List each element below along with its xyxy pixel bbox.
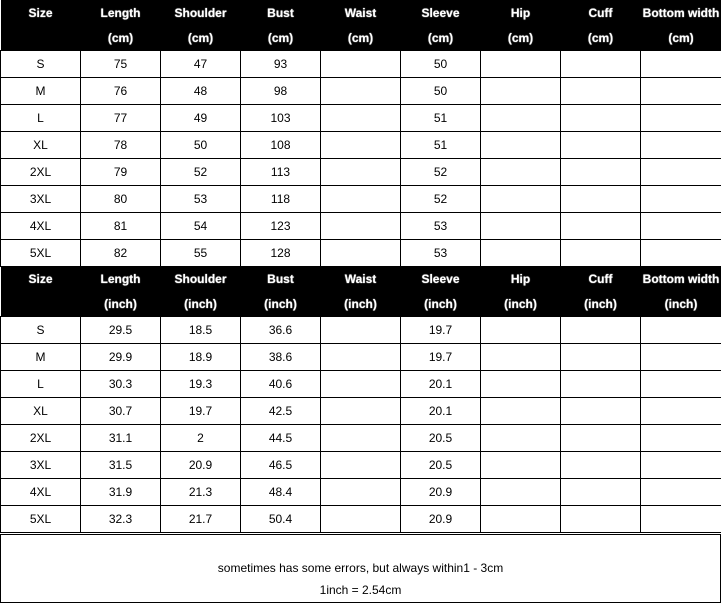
measurement-cell bbox=[641, 398, 721, 425]
measurement-cell bbox=[641, 425, 721, 452]
measurement-cell: 77 bbox=[81, 105, 161, 132]
column-header: Sleeve bbox=[401, 0, 481, 25]
size-label: 5XL bbox=[1, 240, 81, 267]
measurement-cell: 40.6 bbox=[241, 371, 321, 398]
column-unit: (cm) bbox=[161, 25, 241, 51]
table-row bbox=[1, 132, 721, 159]
measurement-cell bbox=[481, 479, 561, 506]
measurement-cell bbox=[561, 213, 641, 240]
measurement-cell bbox=[641, 506, 721, 533]
measurement-cell: 30.3 bbox=[81, 371, 161, 398]
table-row bbox=[1, 506, 721, 533]
column-header: Size bbox=[1, 266, 81, 291]
size-label: XL bbox=[1, 398, 81, 425]
measurement-cell: 50 bbox=[401, 78, 481, 105]
column-unit bbox=[1, 25, 81, 51]
measurement-cell: 50 bbox=[161, 132, 241, 159]
measurement-cell: 29.5 bbox=[81, 317, 161, 344]
column-header: Waist bbox=[321, 0, 401, 25]
measurement-cell: 20.5 bbox=[401, 452, 481, 479]
note-inch-conversion: 1inch = 2.54cm bbox=[319, 583, 402, 597]
measurement-cell bbox=[481, 132, 561, 159]
header-row bbox=[1, 266, 721, 291]
measurement-cell: 52 bbox=[161, 159, 241, 186]
table-row bbox=[1, 240, 721, 267]
measurement-cell: 123 bbox=[241, 213, 321, 240]
column-header: Bottom width bbox=[641, 0, 721, 25]
measurement-cell bbox=[561, 479, 641, 506]
measurement-cell bbox=[321, 344, 401, 371]
measurement-cell: 51 bbox=[401, 132, 481, 159]
unit-row bbox=[1, 291, 721, 317]
measurement-cell bbox=[481, 452, 561, 479]
table-row bbox=[1, 371, 721, 398]
column-unit: (inch) bbox=[161, 291, 241, 317]
measurement-cell: 48 bbox=[161, 78, 241, 105]
column-unit: (inch) bbox=[81, 291, 161, 317]
measurement-cell bbox=[641, 132, 721, 159]
column-header: Waist bbox=[321, 266, 401, 291]
measurement-cell bbox=[321, 398, 401, 425]
note-error-tolerance: sometimes has some errors, but always within1 - 3cm bbox=[217, 561, 504, 575]
size-label: S bbox=[1, 51, 81, 78]
column-header: Length bbox=[81, 266, 161, 291]
size-label: S bbox=[1, 317, 81, 344]
measurement-cell bbox=[321, 132, 401, 159]
measurement-cell bbox=[321, 452, 401, 479]
measurement-cell bbox=[641, 159, 721, 186]
column-unit: (inch) bbox=[641, 291, 721, 317]
measurement-cell bbox=[481, 105, 561, 132]
column-unit: (inch) bbox=[241, 291, 321, 317]
column-header: Length bbox=[81, 0, 161, 25]
measurement-cell: 128 bbox=[241, 240, 321, 267]
measurement-cell: 53 bbox=[401, 240, 481, 267]
measurement-cell bbox=[321, 317, 401, 344]
measurement-cell bbox=[321, 213, 401, 240]
table-row bbox=[1, 51, 721, 78]
measurement-cell: 51 bbox=[401, 105, 481, 132]
measurement-cell: 18.9 bbox=[161, 344, 241, 371]
column-unit: (cm) bbox=[401, 25, 481, 51]
size-label: L bbox=[1, 105, 81, 132]
header-row bbox=[1, 0, 721, 25]
measurement-cell bbox=[481, 186, 561, 213]
column-header: Cuff bbox=[561, 266, 641, 291]
column-header: Sleeve bbox=[401, 266, 481, 291]
size-label: 3XL bbox=[1, 452, 81, 479]
measurement-cell bbox=[641, 78, 721, 105]
measurement-cell: 54 bbox=[161, 213, 241, 240]
table-row bbox=[1, 452, 721, 479]
measurement-cell: 52 bbox=[401, 186, 481, 213]
column-header: Hip bbox=[481, 0, 561, 25]
column-header: Cuff bbox=[561, 0, 641, 25]
measurement-cell bbox=[561, 371, 641, 398]
table-row bbox=[1, 159, 721, 186]
measurement-cell: 108 bbox=[241, 132, 321, 159]
column-unit: (cm) bbox=[241, 25, 321, 51]
size-label: XL bbox=[1, 132, 81, 159]
measurement-cell bbox=[321, 479, 401, 506]
measurement-cell: 31.5 bbox=[81, 452, 161, 479]
table-row bbox=[1, 78, 721, 105]
measurement-cell bbox=[321, 51, 401, 78]
measurement-cell: 76 bbox=[81, 78, 161, 105]
measurement-cell bbox=[321, 78, 401, 105]
measurement-cell: 46.5 bbox=[241, 452, 321, 479]
column-unit: (cm) bbox=[561, 25, 641, 51]
size-label: M bbox=[1, 344, 81, 371]
measurement-cell: 20.5 bbox=[401, 425, 481, 452]
column-header: Bust bbox=[241, 0, 321, 25]
measurement-cell bbox=[561, 159, 641, 186]
column-unit: (inch) bbox=[481, 291, 561, 317]
measurement-cell: 50 bbox=[401, 51, 481, 78]
measurement-cell bbox=[561, 51, 641, 78]
measurement-cell bbox=[641, 371, 721, 398]
measurement-cell bbox=[321, 105, 401, 132]
measurement-cell: 47 bbox=[161, 51, 241, 78]
measurement-cell: 20.9 bbox=[401, 506, 481, 533]
measurement-cell bbox=[481, 213, 561, 240]
measurement-note bbox=[0, 534, 721, 603]
measurement-cell bbox=[561, 105, 641, 132]
measurement-cell: 21.3 bbox=[161, 479, 241, 506]
measurement-cell: 19.7 bbox=[161, 398, 241, 425]
measurement-cell bbox=[481, 425, 561, 452]
column-header: Hip bbox=[481, 266, 561, 291]
measurement-cell bbox=[561, 344, 641, 371]
size-label: 2XL bbox=[1, 159, 81, 186]
measurement-cell: 50.4 bbox=[241, 506, 321, 533]
measurement-cell: 55 bbox=[161, 240, 241, 267]
table-row bbox=[1, 425, 721, 452]
size-label: 5XL bbox=[1, 506, 81, 533]
column-header: Shoulder bbox=[161, 0, 241, 25]
table-row bbox=[1, 344, 721, 371]
measurement-cell: 19.3 bbox=[161, 371, 241, 398]
column-unit: (inch) bbox=[561, 291, 641, 317]
measurement-cell: 52 bbox=[401, 159, 481, 186]
measurement-cell: 81 bbox=[81, 213, 161, 240]
measurement-cell: 42.5 bbox=[241, 398, 321, 425]
unit-row bbox=[1, 25, 721, 51]
measurement-cell bbox=[561, 78, 641, 105]
measurement-cell bbox=[641, 186, 721, 213]
measurement-cell: 19.7 bbox=[401, 344, 481, 371]
measurement-cell bbox=[561, 506, 641, 533]
measurement-cell bbox=[481, 344, 561, 371]
measurement-cell: 80 bbox=[81, 186, 161, 213]
measurement-cell bbox=[321, 186, 401, 213]
column-unit: (cm) bbox=[81, 25, 161, 51]
cm-size-table bbox=[0, 0, 721, 267]
table-row bbox=[1, 186, 721, 213]
measurement-cell bbox=[561, 398, 641, 425]
measurement-cell bbox=[561, 452, 641, 479]
column-header: Size bbox=[1, 0, 81, 25]
measurement-cell bbox=[481, 51, 561, 78]
measurement-cell bbox=[641, 51, 721, 78]
measurement-cell bbox=[641, 213, 721, 240]
column-header: Bottom width bbox=[641, 266, 721, 291]
table-row bbox=[1, 105, 721, 132]
table-row bbox=[1, 213, 721, 240]
measurement-cell: 29.9 bbox=[81, 344, 161, 371]
measurement-cell bbox=[321, 240, 401, 267]
measurement-cell: 20.1 bbox=[401, 371, 481, 398]
table-row bbox=[1, 479, 721, 506]
measurement-cell bbox=[561, 240, 641, 267]
column-header: Bust bbox=[241, 266, 321, 291]
size-label: 4XL bbox=[1, 213, 81, 240]
measurement-cell: 44.5 bbox=[241, 425, 321, 452]
measurement-cell bbox=[641, 344, 721, 371]
measurement-cell: 32.3 bbox=[81, 506, 161, 533]
measurement-cell bbox=[561, 186, 641, 213]
table-row bbox=[1, 317, 721, 344]
measurement-cell: 93 bbox=[241, 51, 321, 78]
measurement-cell: 79 bbox=[81, 159, 161, 186]
measurement-cell bbox=[481, 371, 561, 398]
measurement-cell: 31.9 bbox=[81, 479, 161, 506]
measurement-cell bbox=[321, 159, 401, 186]
measurement-cell bbox=[641, 317, 721, 344]
measurement-cell: 82 bbox=[81, 240, 161, 267]
column-unit: (cm) bbox=[321, 25, 401, 51]
measurement-cell: 38.6 bbox=[241, 344, 321, 371]
measurement-cell bbox=[561, 132, 641, 159]
measurement-cell bbox=[481, 317, 561, 344]
measurement-cell: 78 bbox=[81, 132, 161, 159]
measurement-cell bbox=[481, 398, 561, 425]
column-unit: (cm) bbox=[641, 25, 721, 51]
measurement-cell bbox=[321, 506, 401, 533]
size-label: 2XL bbox=[1, 425, 81, 452]
measurement-cell: 21.7 bbox=[161, 506, 241, 533]
inch-size-table bbox=[0, 266, 721, 533]
measurement-cell bbox=[641, 105, 721, 132]
measurement-cell bbox=[561, 317, 641, 344]
measurement-cell: 31.1 bbox=[81, 425, 161, 452]
size-label: L bbox=[1, 371, 81, 398]
column-unit: (inch) bbox=[401, 291, 481, 317]
measurement-cell: 30.7 bbox=[81, 398, 161, 425]
measurement-cell: 48.4 bbox=[241, 479, 321, 506]
column-header: Shoulder bbox=[161, 266, 241, 291]
size-label: M bbox=[1, 78, 81, 105]
measurement-cell bbox=[481, 240, 561, 267]
measurement-cell: 19.7 bbox=[401, 317, 481, 344]
measurement-cell: 20.9 bbox=[401, 479, 481, 506]
table-row bbox=[1, 398, 721, 425]
measurement-cell bbox=[321, 425, 401, 452]
measurement-cell bbox=[481, 159, 561, 186]
measurement-cell: 53 bbox=[401, 213, 481, 240]
measurement-cell: 20.9 bbox=[161, 452, 241, 479]
size-label: 4XL bbox=[1, 479, 81, 506]
measurement-cell: 98 bbox=[241, 78, 321, 105]
measurement-cell bbox=[481, 78, 561, 105]
measurement-cell: 53 bbox=[161, 186, 241, 213]
measurement-cell: 113 bbox=[241, 159, 321, 186]
measurement-cell bbox=[561, 425, 641, 452]
measurement-cell: 20.1 bbox=[401, 398, 481, 425]
measurement-cell: 49 bbox=[161, 105, 241, 132]
measurement-cell: 118 bbox=[241, 186, 321, 213]
column-unit: (cm) bbox=[481, 25, 561, 51]
measurement-cell bbox=[481, 506, 561, 533]
measurement-cell: 2 bbox=[161, 425, 241, 452]
measurement-cell bbox=[641, 452, 721, 479]
measurement-cell bbox=[641, 479, 721, 506]
measurement-cell: 75 bbox=[81, 51, 161, 78]
column-unit bbox=[1, 291, 81, 317]
measurement-cell: 103 bbox=[241, 105, 321, 132]
measurement-cell: 18.5 bbox=[161, 317, 241, 344]
size-label: 3XL bbox=[1, 186, 81, 213]
measurement-cell: 36.6 bbox=[241, 317, 321, 344]
column-unit: (inch) bbox=[321, 291, 401, 317]
measurement-cell bbox=[641, 240, 721, 267]
measurement-cell bbox=[321, 371, 401, 398]
